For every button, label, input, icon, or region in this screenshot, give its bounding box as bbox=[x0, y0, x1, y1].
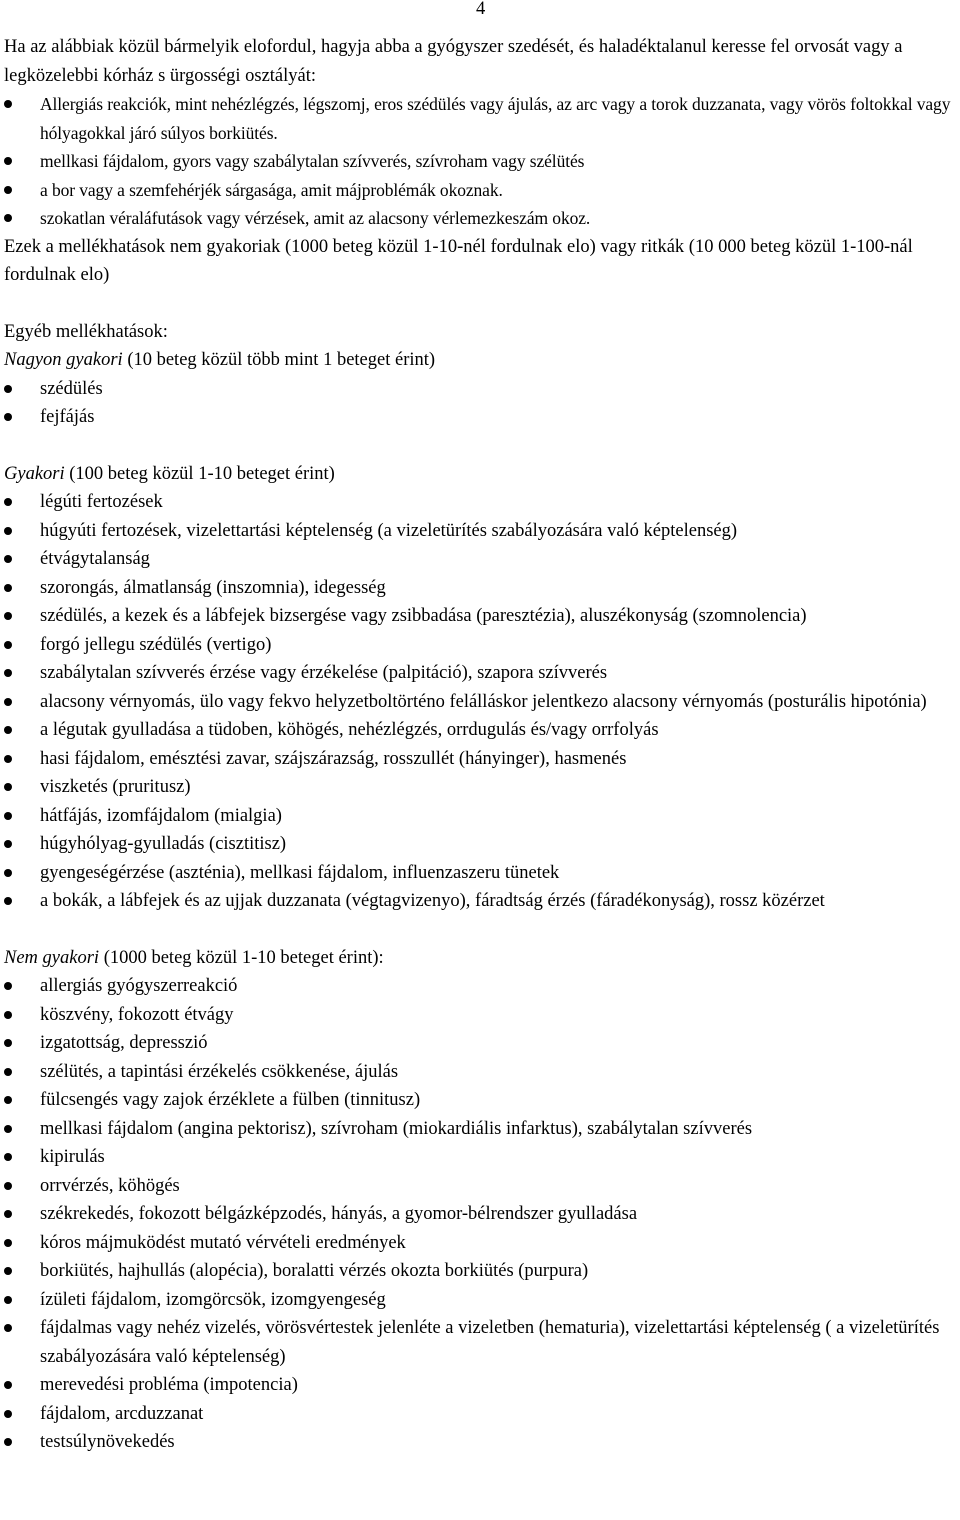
list-item: húgyhólyag-gyulladás (cisztitisz) bbox=[4, 830, 956, 859]
list-item: kóros májmuködést mutató vérvételi eredmények bbox=[4, 1229, 956, 1258]
uncommon-list bbox=[4, 972, 956, 1457]
list-item: szabálytalan szívverés érzése vagy érzékelése (palpitáció), szapora szívverés bbox=[4, 659, 956, 688]
list-item: viszketés (pruritusz) bbox=[4, 773, 956, 802]
list-item: alacsony vérnyomás, ülo vagy fekvo helyzetboltörténo felálláskor jelentkezo alacsony vérnyomás (posturális hipotónia) bbox=[4, 688, 956, 717]
list-item: szokatlan véraláfutások vagy vérzések, amit az alacsony vérlemezkeszám okoz. bbox=[4, 204, 956, 233]
list-item: a bokák, a lábfejek és az ujjak duzzanata (végtagvizenyo), fáradtság érzés (fáradékonyság), rossz közérzet bbox=[4, 887, 956, 916]
list-item: fülcsengés vagy zajok érzéklete a fülben (tinnitusz) bbox=[4, 1086, 956, 1115]
page-number: 4 bbox=[476, 0, 486, 19]
list-item: szédülés bbox=[4, 375, 956, 404]
uncommon-heading bbox=[4, 944, 956, 973]
list-item: mellkasi fájdalom (angina pektorisz), szívroham (miokardiális infarktus), szabálytalan szívverés bbox=[4, 1115, 956, 1144]
list-item: ízületi fájdalom, izomgörcsök, izomgyengeség bbox=[4, 1286, 956, 1315]
list-item: fájdalmas vagy nehéz vizelés, vörösvértestek jelenléte a vizeletben (hematuria), vizelettartási képtelenség ( a vizeletürítés szabályozására való képtelenség) bbox=[4, 1314, 956, 1371]
document-body bbox=[4, 33, 956, 1457]
list-item: testsúlynövekedés bbox=[4, 1428, 956, 1457]
list-item: hátfájás, izomfájdalom (mialgia) bbox=[4, 802, 956, 831]
list-item: allergiás gyógyszerreakció bbox=[4, 972, 956, 1001]
list-item: légúti fertozések bbox=[4, 488, 956, 517]
list-item: kipirulás bbox=[4, 1143, 956, 1172]
list-item: szélütés, a tapintási érzékelés csökkenése, ájulás bbox=[4, 1058, 956, 1087]
list-item: húgyúti fertozések, vizelettartási képtelenség (a vizeletürítés szabályozására való képtelenség) bbox=[4, 517, 956, 546]
list-item: borkiütés, hajhullás (alopécia), boralatti vérzés okozta borkiütés (purpura) bbox=[4, 1257, 956, 1286]
frequency-note: Ezek a mellékhatások nem gyakoriak (1000 beteg közül 1-10-nél fordulnak elo) vagy ritkák (10 000 beteg közül 1-100-nál fordulnak elo) bbox=[4, 236, 913, 285]
list-item: gyengeségérzése (aszténia), mellkasi fájdalom, influenzaszeru tünetek bbox=[4, 859, 956, 888]
list-item: a bor vagy a szemfehérjék sárgasága, amit májproblémák okoznak. bbox=[4, 176, 956, 205]
list-item: a légutak gyulladása a tüdoben, köhögés, nehézlégzés, orrdugulás és/vagy orrfolyás bbox=[4, 716, 956, 745]
list-item: forgó jellegu szédülés (vertigo) bbox=[4, 631, 956, 660]
list-item: mellkasi fájdalom, gyors vagy szabálytalan szívverés, szívroham vagy szélütés bbox=[4, 147, 956, 176]
list-item: fájdalom, arcduzzanat bbox=[4, 1400, 956, 1429]
list-item: szédülés, a kezek és a lábfejek bizsergése vagy zsibbadása (paresztézia), aluszékonyság (szomnolencia) bbox=[4, 602, 956, 631]
list-item: szorongás, álmatlanság (inszomnia), idegesség bbox=[4, 574, 956, 603]
common-desc: (100 beteg közül 1-10 beteget érint) bbox=[69, 463, 335, 484]
list-item: Allergiás reakciók, mint nehézlégzés, légszomj, eros szédülés vagy ájulás, az arc vagy a torok duzzanata, vagy vörös foltokkal vagy hólyagokkal járó súlyos borkiütés. bbox=[4, 90, 956, 147]
serious-side-effects-list bbox=[4, 90, 956, 233]
list-item: hasi fájdalom, emésztési zavar, szájszárazság, rosszullét (hányinger), hasmenés bbox=[4, 745, 956, 774]
common-label: Gyakori bbox=[4, 463, 65, 484]
list-item: székrekedés, fokozott bélgázképzodés, hányás, a gyomor-bélrendszer gyulladása bbox=[4, 1200, 956, 1229]
list-item: izgatottság, depresszió bbox=[4, 1029, 956, 1058]
very-common-heading bbox=[4, 346, 956, 375]
list-item: étvágytalanság bbox=[4, 545, 956, 574]
intro-warning: Ha az alábbiak közül bármelyik elofordul, hagyja abba a gyógyszer szedését, és haladéktalanul keresse fel orvosát vagy a legközelebbi kórház s ürgosségi osztályát: bbox=[4, 37, 903, 86]
uncommon-desc: (1000 beteg közül 1-10 beteget érint): bbox=[103, 947, 384, 968]
uncommon-label: Nem gyakori bbox=[4, 947, 100, 968]
common-heading bbox=[4, 460, 956, 489]
common-list bbox=[4, 488, 956, 916]
list-item: köszvény, fokozott étvágy bbox=[4, 1001, 956, 1030]
very-common-label: Nagyon gyakori bbox=[4, 350, 123, 370]
list-item: fejfájás bbox=[4, 403, 956, 432]
very-common-list bbox=[4, 375, 956, 432]
very-common-desc: (10 beteg közül több mint 1 beteget érint) bbox=[127, 350, 436, 370]
list-item: merevedési probléma (impotencia) bbox=[4, 1371, 956, 1400]
list-item: orrvérzés, köhögés bbox=[4, 1172, 956, 1201]
other-side-effects-heading: Egyéb mellékhatások: bbox=[4, 321, 168, 342]
